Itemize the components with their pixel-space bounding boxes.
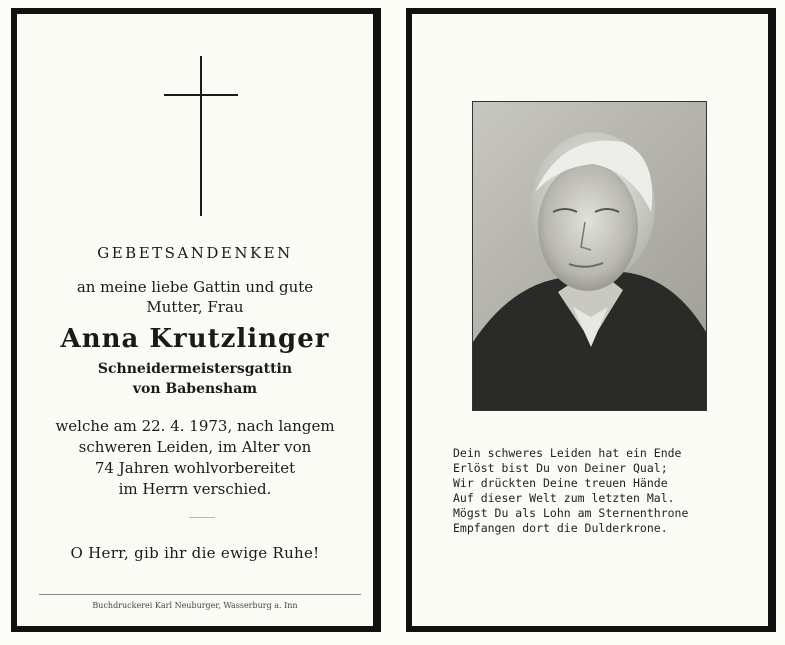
occupation-line: Schneidermeistersgattin [97, 361, 293, 377]
death-notice-line: schweren Leiden, im Alter von [78, 438, 312, 456]
dedication-line: an meine liebe Gattin und gute [76, 278, 314, 296]
separator-dash [189, 517, 215, 518]
dedication [17, 277, 373, 317]
occupation-line: von Babensham [132, 381, 258, 397]
cross-icon-crossbar [164, 94, 238, 96]
memorial-poem [453, 446, 773, 536]
poem-line: Auf dieser Welt zum letzten Mal. [453, 491, 675, 505]
death-notice-line: im Herrn verschied. [118, 480, 272, 498]
poem-line: Wir drückten Deine treuen Hände [453, 476, 668, 490]
poem-line: Mögst Du als Lohn am Sternenthrone [453, 506, 689, 520]
poem-line: Empfangen dort die Dulderkrone. [453, 521, 668, 535]
poem-line: Erlöst bist Du von Deiner Qual; [453, 461, 668, 475]
memorial-card-back [406, 8, 776, 632]
cross-icon [200, 56, 202, 216]
death-notice [17, 416, 373, 500]
memorial-card-front [11, 8, 381, 632]
death-notice-line: welche am 22. 4. 1973, nach langem [55, 417, 335, 435]
portrait-photo [472, 101, 707, 411]
occupation [17, 359, 373, 399]
dedication-line: Mutter, Frau [146, 298, 244, 316]
deceased-name: Anna Krutzlinger [60, 324, 330, 354]
poem-line: Dein schweres Leiden hat ein Ende [453, 446, 682, 460]
footer-divider [39, 594, 361, 595]
card-heading: GEBETSANDENKEN [97, 244, 293, 262]
portrait-photo-illustration [473, 102, 706, 410]
printer-credit: Buchdruckerei Karl Neuburger, Wasserburg a. Inn [92, 601, 298, 610]
death-notice-line: 74 Jahren wohlvorbereitet [94, 459, 296, 477]
prayer: O Herr, gib ihr die ewige Ruhe! [70, 544, 320, 562]
